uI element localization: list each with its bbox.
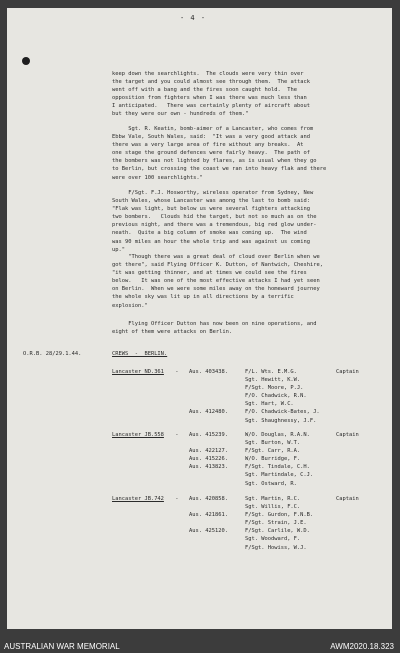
crews-heading: CREWS - BERLIN. bbox=[112, 351, 168, 357]
service-number: Aus. 420858. bbox=[189, 496, 228, 502]
crew-member-name: Sgt. Hart, W.C. bbox=[245, 401, 294, 408]
footer-left: AUSTRALIAN WAR MEMORIAL bbox=[4, 642, 120, 651]
service-number: Aus. 412480. bbox=[189, 409, 228, 416]
service-number: Aus. 415239. bbox=[189, 432, 228, 438]
text-line: went off with a bang and the fires soon caught hold. The bbox=[112, 87, 297, 94]
service-number: Aus. 403438. bbox=[189, 369, 228, 375]
crew-member-name: F/Sgt. Gurdon, F.N.B. bbox=[245, 512, 314, 519]
service-number: Aus. 425120. bbox=[189, 528, 228, 535]
text-line: explosion." bbox=[112, 302, 148, 309]
text-line: eight of them were attacks on Berlin. bbox=[112, 329, 233, 336]
text-line: "Flak was light, but below us were several fighters attacking bbox=[112, 206, 310, 213]
text-line: the target and you could almost see through them. The attack bbox=[112, 79, 310, 86]
aircraft-label: Lancaster ND.361 bbox=[112, 369, 164, 375]
text-line: I anticipated. There was certainly plenty of aircraft about bbox=[112, 103, 310, 110]
text-line: opposition from fighters when I was there was much less than bbox=[112, 95, 307, 102]
text-line: Flying Officer Dutton has now been on nine operations, and bbox=[112, 321, 317, 327]
captain-label: Captain bbox=[336, 432, 359, 438]
text-line: the whole sky was lit up in all directions by a terrific bbox=[112, 294, 294, 301]
crew-member-name: Sgt. Ostward, R. bbox=[245, 480, 297, 487]
crew-member-name: Sgt. Burton, W.T. bbox=[245, 440, 301, 447]
crew-member-name: F/O. Chadwick, R.N. bbox=[245, 393, 307, 400]
text-line: keep down the searchlights. The clouds were very thin over bbox=[112, 71, 304, 77]
text-line: below. It was one of the most effective attacks I had yet seen bbox=[112, 278, 320, 285]
footer-bar bbox=[0, 641, 400, 653]
crew-member-name: Sgt. Martindale, C.J. bbox=[245, 472, 314, 479]
text-line: the bombers was not lighted by flares, as is usual when they go bbox=[112, 158, 317, 165]
crew-member-name: Sgt. Martin, R.C. bbox=[245, 496, 301, 502]
text-line: previous night, and there was a tremendous, big red glow under- bbox=[112, 222, 317, 229]
service-number: Aus. 422127. bbox=[189, 448, 228, 455]
page-number: - 4 - bbox=[180, 14, 207, 22]
paragraph-3 bbox=[112, 189, 316, 254]
crew-member-name: Sgt. Hewitt, K.W. bbox=[245, 377, 301, 384]
crew-member-name: F/O. Chadwick-Bates, J. bbox=[245, 409, 320, 416]
text-line: "Though there was a great deal of cloud over Berlin when we bbox=[112, 254, 320, 260]
paragraph-5 bbox=[112, 320, 316, 336]
text-line: South Wales, whose Lancaster was among the last to bomb said: bbox=[112, 198, 310, 205]
text-line: two bombers. Clouds hid the target, but not so much as on the bbox=[112, 214, 317, 221]
orb-reference: O.R.B. 28/29.1.44. bbox=[23, 351, 82, 357]
paragraph-4 bbox=[112, 253, 323, 310]
crew-member-name: W/O. Burridge, F. bbox=[245, 456, 301, 463]
crew-member-name: F/Sgt. Howiss, W.J. bbox=[245, 544, 307, 551]
text-line: Sgt. R. Keatin, bomb-aimer of a Lancaster, who comes from bbox=[112, 126, 314, 132]
footer-right: AWM2020.18.323 bbox=[330, 642, 394, 651]
text-line: were over 100 searchlights." bbox=[112, 174, 203, 181]
text-line: one stage the ground defences were fairly heavy. The path of bbox=[112, 150, 310, 157]
text-line: there was a very large area of fire without any breaks. At bbox=[112, 142, 304, 149]
service-number: Aus. 421861. bbox=[189, 512, 228, 519]
crew-member-name: Sgt. Shaughnessy, J.F. bbox=[245, 417, 317, 424]
punch-hole bbox=[22, 57, 30, 65]
text-line: got there", said Flying Officer K. Dutton, of Nantwich, Cheshire, bbox=[112, 262, 323, 269]
separator-dash: - bbox=[172, 496, 179, 502]
separator-dash: - bbox=[172, 369, 179, 375]
separator-dash: - bbox=[172, 432, 179, 438]
text-line: was 90 miles an hour the whole trip and was against us coming bbox=[112, 238, 310, 245]
captain-label: Captain bbox=[336, 369, 359, 375]
crew-member-name: F/Sgt. Carlile, W.D. bbox=[245, 528, 310, 535]
aircraft-label: Lancaster JB.558 bbox=[112, 432, 164, 438]
crew-member-name: F/Sgt. Carr, R.A. bbox=[245, 448, 301, 455]
text-line: "it was getting thinner, and at times we could see the fires bbox=[112, 270, 307, 277]
text-line: up." bbox=[112, 246, 125, 253]
service-number: Aus. 413823. bbox=[189, 464, 228, 471]
service-number: Aus. 415226. bbox=[189, 456, 228, 463]
text-line: neath. Quite a big column of smoke was coming up. The wind bbox=[112, 230, 307, 237]
crew-member-name: Sgt. Woodward, F. bbox=[245, 536, 301, 543]
paragraph-2 bbox=[112, 125, 326, 182]
aircraft-label: Lancaster JB.742 bbox=[112, 496, 164, 502]
crew-member-name: W/O. Douglas, R.A.N. bbox=[245, 432, 310, 438]
captain-label: Captain bbox=[336, 496, 359, 502]
text-line: to Berlin, but crossing the coast we ran into heavy flak and there bbox=[112, 166, 327, 173]
text-line: Ebbw Vale, South Wales, said: "It was a very good attack and bbox=[112, 134, 310, 141]
crew-member-name: Sgt. Willis, F.C. bbox=[245, 504, 301, 511]
text-line: on Berlin. When we were some miles away on the homeward journey bbox=[112, 286, 320, 293]
paragraph-1 bbox=[112, 70, 310, 119]
crew-member-name: F/Sgt. Tindale, C.H. bbox=[245, 464, 310, 471]
crew-member-name: F/Sgt. Strain, J.E. bbox=[245, 520, 307, 527]
crew-member-name: F/L. Wts. E.M.G. bbox=[245, 369, 297, 375]
text-line: F/Sgt. F.J. Hosworthy, wireless operator from Sydney, New bbox=[112, 190, 314, 196]
crew-member-name: F/Sgt. Moore, P.J. bbox=[245, 385, 304, 392]
text-line: but they were our own - hundreds of them." bbox=[112, 111, 249, 118]
